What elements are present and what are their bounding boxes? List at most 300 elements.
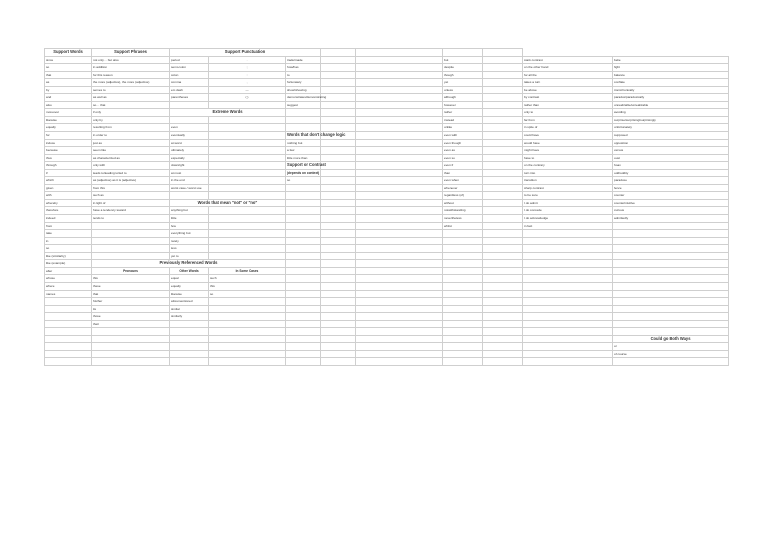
no-change-cell[interactable]: nothing but xyxy=(286,139,321,147)
support-phrase-cell[interactable]: as (adjective) as it is (adjective) xyxy=(92,177,170,185)
table-cell[interactable] xyxy=(321,305,356,313)
support-word-cell[interactable]: induce xyxy=(45,139,92,147)
less-contrast-cell[interactable]: curious xyxy=(613,207,729,215)
support-phrase-cell[interactable]: not only… but also xyxy=(92,56,170,64)
table-cell[interactable] xyxy=(613,260,729,268)
table-cell[interactable] xyxy=(356,101,443,109)
support-word-cell[interactable]: therefore xyxy=(45,207,92,215)
table-cell[interactable] xyxy=(321,335,356,343)
table-cell[interactable] xyxy=(443,275,483,283)
table-cell[interactable] xyxy=(483,132,523,140)
table-cell[interactable] xyxy=(483,275,523,283)
support-word-cell[interactable]: moreover xyxy=(45,109,92,117)
table-cell[interactable] xyxy=(92,237,170,245)
table-cell[interactable] xyxy=(321,313,356,321)
table-cell[interactable] xyxy=(209,252,286,260)
table-cell[interactable] xyxy=(613,222,729,230)
table-cell[interactable] xyxy=(613,237,729,245)
contrast-phrase-cell[interactable]: sharp contrast xyxy=(523,184,613,192)
table-cell[interactable] xyxy=(613,275,729,283)
column-header[interactable]: Support Punctuation xyxy=(170,49,321,57)
table-cell[interactable] xyxy=(356,275,443,283)
contrast-phrase-cell[interactable]: turn into xyxy=(523,169,613,177)
contrast-phrase-cell[interactable]: have to xyxy=(523,154,613,162)
table-cell[interactable] xyxy=(321,109,356,117)
table-cell[interactable] xyxy=(356,245,443,253)
table-cell[interactable] xyxy=(286,116,321,124)
table-cell[interactable] xyxy=(483,162,523,170)
less-contrast-cell[interactable]: hoax xyxy=(613,162,729,170)
table-cell[interactable] xyxy=(613,230,729,238)
table-cell[interactable] xyxy=(209,328,286,336)
table-cell[interactable] xyxy=(321,169,356,177)
table-cell[interactable] xyxy=(443,343,483,351)
extreme-word-cell[interactable]: worst case / worst use xyxy=(170,184,209,192)
table-cell[interactable] xyxy=(286,184,321,192)
table-cell[interactable] xyxy=(92,230,170,238)
table-cell[interactable] xyxy=(209,335,286,343)
table-cell[interactable] xyxy=(286,343,321,351)
table-cell[interactable] xyxy=(356,305,443,313)
support-word-cell[interactable]: by xyxy=(45,86,92,94)
table-cell[interactable] xyxy=(170,116,209,124)
table-cell[interactable] xyxy=(483,184,523,192)
extreme-word-cell[interactable]: at most xyxy=(170,169,209,177)
table-cell[interactable] xyxy=(209,215,286,223)
table-cell[interactable] xyxy=(356,154,443,162)
pronoun-cell[interactable]: those xyxy=(92,313,170,321)
table-cell[interactable] xyxy=(170,101,209,109)
table-cell[interactable] xyxy=(483,215,523,223)
table-cell[interactable] xyxy=(356,298,443,306)
support-phrase-cell[interactable]: serves to xyxy=(92,86,170,94)
table-cell[interactable] xyxy=(356,207,443,215)
table-cell[interactable] xyxy=(443,245,483,253)
table-cell[interactable] xyxy=(286,207,321,215)
support-word-cell[interactable]: given xyxy=(45,184,92,192)
support-phrase-cell[interactable]: in order to xyxy=(92,132,170,140)
table-cell[interactable] xyxy=(321,49,356,57)
table-cell[interactable] xyxy=(321,124,356,132)
contrast-word-cell[interactable]: whilst xyxy=(443,222,483,230)
support-word-cell[interactable]: thus xyxy=(45,154,92,162)
table-cell[interactable] xyxy=(356,177,443,185)
support-word-cell[interactable]: which xyxy=(45,177,92,185)
support-word-cell[interactable]: that xyxy=(45,71,92,79)
contrast-word-cell[interactable]: though xyxy=(443,71,483,79)
table-cell[interactable] xyxy=(209,124,286,132)
table-cell[interactable] xyxy=(321,222,356,230)
table-cell[interactable] xyxy=(92,358,170,366)
contrast-phrase-cell[interactable]: in fact xyxy=(523,222,613,230)
subsection-header[interactable]: Pronouns xyxy=(92,267,170,275)
table-cell[interactable] xyxy=(443,252,483,260)
table-cell[interactable] xyxy=(286,320,321,328)
table-cell[interactable] xyxy=(321,177,356,185)
contrast-word-cell[interactable]: regardless (of) xyxy=(443,192,483,200)
table-cell[interactable] xyxy=(321,86,356,94)
table-cell[interactable] xyxy=(523,313,613,321)
table-cell[interactable] xyxy=(613,290,729,298)
table-cell[interactable] xyxy=(321,290,356,298)
contrast-word-cell[interactable]: although xyxy=(443,94,483,102)
table-cell[interactable] xyxy=(356,335,443,343)
contrast-phrase-cell[interactable]: takes a turn xyxy=(523,79,613,87)
contrast-word-cell[interactable]: despite xyxy=(443,64,483,72)
table-cell[interactable] xyxy=(483,101,523,109)
support-phrase-cell[interactable]: in light of xyxy=(92,199,170,207)
punctuation-mark[interactable]: , xyxy=(209,79,286,87)
table-cell[interactable] xyxy=(523,328,613,336)
section-header[interactable]: Support or Contrast xyxy=(286,162,321,170)
table-cell[interactable] xyxy=(483,109,523,117)
not-word-cell[interactable]: anything but xyxy=(170,207,209,215)
table-cell[interactable] xyxy=(286,275,321,283)
table-cell[interactable] xyxy=(613,313,729,321)
table-cell[interactable] xyxy=(321,215,356,223)
table-cell[interactable] xyxy=(523,230,613,238)
table-cell[interactable] xyxy=(443,335,483,343)
table-cell[interactable] xyxy=(209,177,286,185)
pronoun-cell[interactable]: their xyxy=(92,320,170,328)
table-cell[interactable] xyxy=(483,124,523,132)
table-cell[interactable] xyxy=(483,237,523,245)
table-cell[interactable] xyxy=(209,320,286,328)
table-cell[interactable] xyxy=(356,358,443,366)
table-cell[interactable] xyxy=(443,237,483,245)
contrast-word-cell[interactable]: notwithstanding xyxy=(443,207,483,215)
table-cell[interactable] xyxy=(523,358,613,366)
table-cell[interactable] xyxy=(356,116,443,124)
table-cell[interactable] xyxy=(523,320,613,328)
table-cell[interactable] xyxy=(483,320,523,328)
contrast-word-cell[interactable]: instead xyxy=(443,116,483,124)
table-cell[interactable] xyxy=(443,267,483,275)
punctuation-mark[interactable]: ( ) xyxy=(209,94,286,102)
support-word-cell[interactable]: with xyxy=(45,192,92,200)
table-cell[interactable] xyxy=(45,298,92,306)
extreme-word-cell[interactable]: eventually xyxy=(170,132,209,140)
table-cell[interactable] xyxy=(443,358,483,366)
less-contrast-cell[interactable]: fence xyxy=(613,184,729,192)
table-cell[interactable] xyxy=(523,343,613,351)
table-cell[interactable] xyxy=(170,358,209,366)
table-cell[interactable] xyxy=(321,320,356,328)
table-cell[interactable] xyxy=(356,320,443,328)
less-contrast-cell[interactable]: oust xyxy=(613,154,729,162)
support-word-cell[interactable]: indeed xyxy=(45,215,92,223)
table-cell[interactable] xyxy=(170,350,209,358)
table-cell[interactable] xyxy=(523,298,613,306)
table-cell[interactable] xyxy=(321,139,356,147)
contrast-word-cell[interactable]: without xyxy=(443,199,483,207)
table-cell[interactable] xyxy=(356,56,443,64)
support-word-cell[interactable]: likewise xyxy=(45,116,92,124)
table-cell[interactable] xyxy=(209,245,286,253)
table-cell[interactable] xyxy=(170,320,209,328)
table-cell[interactable] xyxy=(92,350,170,358)
table-cell[interactable] xyxy=(45,328,92,336)
table-cell[interactable] xyxy=(483,49,523,57)
not-word-cell[interactable]: less xyxy=(170,245,209,253)
table-cell[interactable] xyxy=(613,252,729,260)
table-cell[interactable] xyxy=(209,139,286,147)
table-cell[interactable] xyxy=(209,343,286,351)
table-cell[interactable] xyxy=(356,139,443,147)
table-cell[interactable] xyxy=(483,282,523,290)
subsection-header[interactable]: In Some Cases xyxy=(209,267,286,275)
contrast-phrase-cell[interactable]: far from xyxy=(523,116,613,124)
contrast-phrase-cell[interactable]: by contrast xyxy=(523,94,613,102)
punctuation-cell[interactable]: colon xyxy=(170,71,209,79)
table-cell[interactable] xyxy=(356,237,443,245)
section-header[interactable]: Words that mean "not" or "no" xyxy=(170,199,286,207)
table-cell[interactable] xyxy=(523,245,613,253)
contrast-word-cell[interactable]: nevertheless xyxy=(443,215,483,223)
punctuation-cell[interactable]: em dash xyxy=(170,86,209,94)
table-cell[interactable] xyxy=(483,343,523,351)
support-phrase-cell[interactable]: if only xyxy=(92,109,170,117)
subsection-header[interactable]: Other Words xyxy=(170,267,209,275)
table-cell[interactable] xyxy=(321,282,356,290)
support-word-cell[interactable]: after xyxy=(45,267,92,275)
table-cell[interactable] xyxy=(321,267,356,275)
table-cell[interactable] xyxy=(483,86,523,94)
table-cell[interactable] xyxy=(483,207,523,215)
pronoun-cell[interactable]: its xyxy=(92,305,170,313)
table-cell[interactable] xyxy=(483,177,523,185)
less-contrast-cell[interactable]: paradox/paradoxically xyxy=(613,94,729,102)
less-contrast-cell[interactable]: paradoxe xyxy=(613,177,729,185)
table-cell[interactable] xyxy=(209,313,286,321)
table-cell[interactable] xyxy=(356,252,443,260)
less-contrast-cell[interactable]: fight xyxy=(613,64,729,72)
support-phrase-cell[interactable]: only with xyxy=(92,162,170,170)
pronoun-cell[interactable]: these xyxy=(92,282,170,290)
table-cell[interactable] xyxy=(356,260,443,268)
table-cell[interactable] xyxy=(356,282,443,290)
table-cell[interactable] xyxy=(45,350,92,358)
table-cell[interactable] xyxy=(613,245,729,253)
support-word-cell[interactable]: where xyxy=(45,282,92,290)
less-support-cell[interactable]: to xyxy=(286,71,321,79)
table-cell[interactable] xyxy=(483,222,523,230)
support-word-cell[interactable]: through xyxy=(45,162,92,170)
contrast-phrase-cell[interactable]: in spite of xyxy=(523,124,613,132)
table-cell[interactable] xyxy=(483,199,523,207)
table-cell[interactable] xyxy=(483,260,523,268)
not-word-cell[interactable]: yet to xyxy=(170,252,209,260)
less-support-cell[interactable]: fortunately xyxy=(286,79,321,87)
table-cell[interactable] xyxy=(286,298,321,306)
table-cell[interactable] xyxy=(286,350,321,358)
table-cell[interactable] xyxy=(321,116,356,124)
table-cell[interactable] xyxy=(45,320,92,328)
table-cell[interactable] xyxy=(209,116,286,124)
support-word-cell[interactable]: if xyxy=(45,169,92,177)
table-cell[interactable] xyxy=(483,305,523,313)
support-word-cell[interactable]: whose xyxy=(45,275,92,283)
table-cell[interactable] xyxy=(321,275,356,283)
table-cell[interactable] xyxy=(321,79,356,87)
table-cell[interactable] xyxy=(523,260,613,268)
table-cell[interactable] xyxy=(483,71,523,79)
contrast-phrase-cell[interactable]: might have xyxy=(523,147,613,155)
support-phrase-cell[interactable]: just as xyxy=(92,139,170,147)
table-cell[interactable] xyxy=(356,343,443,351)
column-header[interactable]: Support Words xyxy=(45,49,92,57)
table-cell[interactable] xyxy=(483,350,523,358)
punctuation-cell[interactable]: semi-colon xyxy=(170,64,209,72)
support-phrase-cell[interactable]: such as xyxy=(92,192,170,200)
section-header[interactable]: Could go Both Ways xyxy=(613,335,729,343)
support-phrase-cell[interactable]: in addition xyxy=(92,64,170,72)
table-cell[interactable] xyxy=(356,192,443,200)
table-cell[interactable] xyxy=(321,245,356,253)
table-cell[interactable] xyxy=(321,328,356,336)
table-cell[interactable] xyxy=(483,358,523,366)
support-phrase-cell[interactable]: the more (adjective), the more (adjective) xyxy=(92,79,170,87)
table-cell[interactable] xyxy=(443,230,483,238)
table-cell[interactable] xyxy=(613,358,729,366)
support-phrase-cell[interactable]: only by xyxy=(92,116,170,124)
table-cell[interactable] xyxy=(523,237,613,245)
support-word-cell[interactable]: like (similarity) xyxy=(45,252,92,260)
table-cell[interactable] xyxy=(170,335,209,343)
contrast-phrase-cell[interactable]: I do acknowledge xyxy=(523,215,613,223)
table-cell[interactable] xyxy=(209,147,286,155)
extreme-word-cell[interactable]: in the end xyxy=(170,177,209,185)
table-cell[interactable] xyxy=(483,267,523,275)
contrast-phrase-cell[interactable]: on the contrary xyxy=(523,162,613,170)
table-cell[interactable] xyxy=(209,350,286,358)
less-contrast-cell[interactable]: avoiding xyxy=(613,109,729,117)
not-word-cell[interactable]: rarely xyxy=(170,237,209,245)
support-phrase-cell[interactable]: so… that xyxy=(92,101,170,109)
support-word-cell[interactable]: like (example) xyxy=(45,260,92,268)
table-cell[interactable] xyxy=(356,215,443,223)
table-cell[interactable] xyxy=(92,335,170,343)
table-cell[interactable] xyxy=(170,328,209,336)
table-cell[interactable] xyxy=(356,222,443,230)
table-cell[interactable] xyxy=(45,305,92,313)
other-word-cell[interactable]: likewise xyxy=(170,290,209,298)
table-cell[interactable] xyxy=(209,132,286,140)
pronoun-cell[interactable]: that xyxy=(92,290,170,298)
table-cell[interactable] xyxy=(443,282,483,290)
table-cell[interactable] xyxy=(356,199,443,207)
contrast-word-cell[interactable]: unless xyxy=(443,86,483,94)
table-cell[interactable] xyxy=(321,230,356,238)
table-cell[interactable] xyxy=(321,343,356,351)
some-case-cell[interactable]: so xyxy=(209,290,286,298)
table-cell[interactable] xyxy=(356,328,443,336)
support-contrast-cell[interactable]: so xyxy=(286,177,321,185)
less-contrast-cell[interactable]: conflate xyxy=(613,79,729,87)
table-cell[interactable] xyxy=(523,252,613,260)
table-cell[interactable] xyxy=(45,358,92,366)
support-word-cell[interactable]: equally xyxy=(45,124,92,132)
section-header[interactable]: Words that don't change logic xyxy=(286,132,321,140)
less-contrast-cell[interactable]: ironic/ironically xyxy=(613,86,729,94)
section-header[interactable]: Extreme Words xyxy=(170,109,286,117)
table-cell[interactable] xyxy=(209,207,286,215)
table-cell[interactable] xyxy=(321,260,356,268)
contrast-word-cell[interactable]: even as xyxy=(443,147,483,155)
punctuation-mark[interactable]: ; xyxy=(209,64,286,72)
support-phrase-cell[interactable]: resulting from xyxy=(92,124,170,132)
contrast-phrase-cell[interactable]: would have xyxy=(523,139,613,147)
column-header[interactable]: Support Phrases xyxy=(92,49,170,57)
less-contrast-cell[interactable]: odd/oddity xyxy=(613,169,729,177)
table-cell[interactable] xyxy=(321,350,356,358)
support-phrase-cell[interactable]: as well as xyxy=(92,94,170,102)
table-cell[interactable] xyxy=(483,290,523,298)
table-cell[interactable] xyxy=(523,282,613,290)
other-word-cell[interactable]: similar xyxy=(170,305,209,313)
support-word-cell[interactable]: from xyxy=(45,222,92,230)
table-cell[interactable] xyxy=(443,290,483,298)
extreme-word-cell[interactable]: especially xyxy=(170,154,209,162)
table-cell[interactable] xyxy=(209,162,286,170)
table-cell[interactable] xyxy=(356,124,443,132)
contrast-phrase-cell[interactable]: transition xyxy=(523,177,613,185)
table-cell[interactable] xyxy=(483,298,523,306)
less-contrast-cell[interactable]: belie xyxy=(613,56,729,64)
table-cell[interactable] xyxy=(321,71,356,79)
support-word-cell[interactable]: in xyxy=(45,237,92,245)
contrast-phrase-cell[interactable]: I do concede xyxy=(523,207,613,215)
table-cell[interactable] xyxy=(483,64,523,72)
table-cell[interactable] xyxy=(209,169,286,177)
table-cell[interactable] xyxy=(286,335,321,343)
table-cell[interactable] xyxy=(613,328,729,336)
table-cell[interactable] xyxy=(286,305,321,313)
contrast-word-cell[interactable]: even so xyxy=(443,154,483,162)
table-cell[interactable] xyxy=(286,328,321,336)
support-word-cell[interactable]: whereby xyxy=(45,199,92,207)
table-cell[interactable] xyxy=(209,230,286,238)
less-support-cell[interactable]: show/showing xyxy=(286,86,321,94)
table-cell[interactable] xyxy=(209,154,286,162)
table-cell[interactable] xyxy=(356,86,443,94)
table-cell[interactable] xyxy=(443,350,483,358)
table-cell[interactable] xyxy=(286,222,321,230)
table-cell[interactable] xyxy=(321,199,356,207)
table-cell[interactable] xyxy=(613,282,729,290)
contrast-phrase-cell[interactable]: could have xyxy=(523,132,613,140)
other-word-cell[interactable]: similarly xyxy=(170,313,209,321)
table-cell[interactable] xyxy=(483,328,523,336)
table-cell[interactable] xyxy=(523,335,613,343)
contrast-word-cell[interactable]: even if xyxy=(443,162,483,170)
other-word-cell[interactable]: equally xyxy=(170,282,209,290)
table-cell[interactable] xyxy=(286,260,321,268)
pronoun-cell[interactable]: his/her xyxy=(92,298,170,306)
table-cell[interactable] xyxy=(286,313,321,321)
contrast-phrase-cell[interactable]: only to xyxy=(523,109,613,117)
punctuation-cell[interactable]: parentheses xyxy=(170,94,209,102)
contrast-word-cell[interactable]: than xyxy=(443,169,483,177)
other-word-cell[interactable]: equal xyxy=(170,275,209,283)
table-cell[interactable] xyxy=(356,64,443,72)
support-word-cell[interactable]: because xyxy=(45,147,92,155)
table-cell[interactable] xyxy=(613,298,729,306)
less-contrast-cell[interactable]: counterintuitive xyxy=(613,199,729,207)
table-cell[interactable] xyxy=(92,343,170,351)
table-cell[interactable] xyxy=(443,260,483,268)
table-cell[interactable] xyxy=(209,237,286,245)
